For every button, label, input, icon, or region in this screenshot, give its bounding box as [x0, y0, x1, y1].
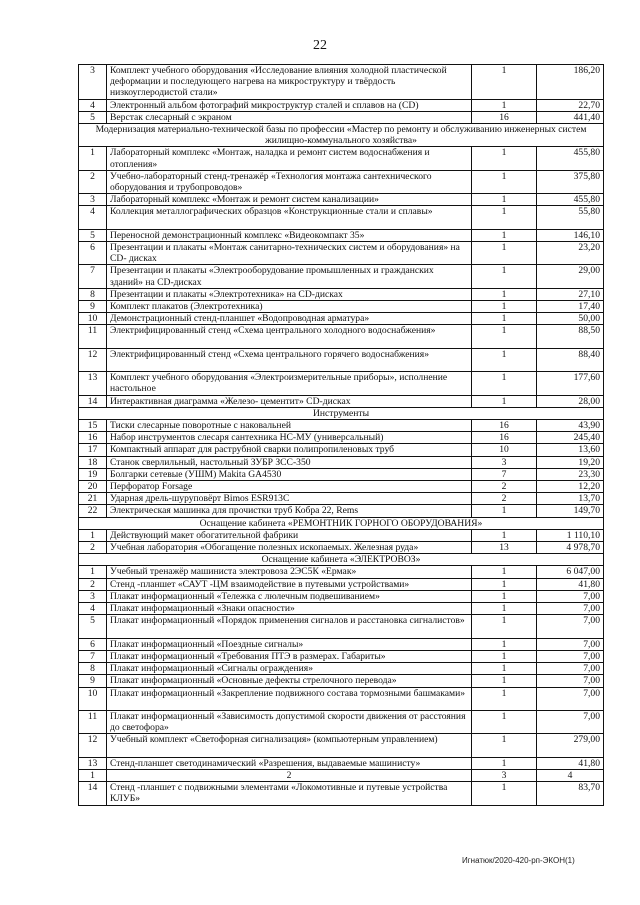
row-number-cell: 1 [79, 529, 107, 541]
item-name-cell: Лабораторный комплекс «Монтаж и ремонт систем канализации» [107, 194, 472, 206]
price-cell: 455,80 [537, 147, 604, 170]
row-number-cell: 3 [79, 65, 107, 100]
row-number-cell: 1 [79, 769, 107, 781]
column-index-row [79, 769, 604, 781]
price-cell: 149,70 [537, 505, 604, 517]
row-number-cell: 9 [79, 301, 107, 313]
row-number-cell: 15 [79, 420, 107, 432]
item-name-cell: Стенд -планшет «САУТ -ЦМ взаимодействие в путевыми устройствами» [107, 578, 472, 590]
item-name-cell: Интерактивная диаграмма «Железо- цементит» CD-дисках [107, 395, 472, 407]
row-number-cell: 12 [79, 348, 107, 371]
table-row [79, 468, 604, 480]
row-number-cell: 2 [79, 170, 107, 193]
item-name-cell: Плакат информационный «Закрепление подвижного состава тормозными башмаками» [107, 687, 472, 710]
price-cell: 41,80 [537, 578, 604, 590]
table-row [79, 687, 604, 710]
quantity-cell: 16 [472, 432, 537, 444]
table-row [79, 650, 604, 662]
quantity-cell: 1 [472, 288, 537, 300]
row-number-cell: 17 [79, 444, 107, 456]
row-number-cell: 18 [79, 456, 107, 468]
price-cell: 279,00 [537, 734, 604, 757]
table-row [79, 348, 604, 371]
row-number-cell: 11 [79, 710, 107, 733]
row-number-cell: 10 [79, 313, 107, 325]
price-cell: 7,00 [537, 675, 604, 687]
price-cell: 7,00 [537, 638, 604, 650]
item-name-cell: Верстак слесарный с экраном [107, 111, 472, 123]
item-name-cell: Тиски слесарные поворотные с наковальней [107, 420, 472, 432]
item-name-cell: Компактный аппарат для раструбной сварки полипропиленовых труб [107, 444, 472, 456]
table-row [79, 111, 604, 123]
item-name-cell: Презентации и плакаты «Монтаж санитарно-технических систем и оборудования» на CD- дисках [107, 242, 472, 265]
row-number-cell: 4 [79, 206, 107, 229]
row-number-cell: 11 [79, 325, 107, 348]
row-number-cell: 14 [79, 395, 107, 407]
price-cell: 13,60 [537, 444, 604, 456]
price-cell: 23,30 [537, 468, 604, 480]
item-name-cell: Электронный альбом фотографий микроструктур сталей и сплавов на (CD) [107, 99, 472, 111]
item-name-cell: Учебный комплект «Светофорная сигнализация» (компьютерным управлением) [107, 734, 472, 757]
quantity-cell: 1 [472, 734, 537, 757]
item-name-cell: Учебный тренажёр машиниста электровоза 2ЭС5К «Ермак» [107, 566, 472, 578]
item-name-cell: Презентации и плакаты «Электротехника» на CD-дисках [107, 288, 472, 300]
table-row [79, 420, 604, 432]
quantity-cell: 1 [472, 710, 537, 733]
quantity-cell: 1 [472, 348, 537, 371]
row-number-cell: 7 [79, 265, 107, 288]
table-row [79, 566, 604, 578]
price-cell: 88,40 [537, 348, 604, 371]
table-row [79, 710, 604, 733]
item-name-cell: Коллекция металлографических образцов «Конструкционные стали и сплавы» [107, 206, 472, 229]
item-name-cell: Учебная лаборатория «Обогащение полезных ископаемых. Железная руда» [107, 542, 472, 554]
item-name-cell: Плакат информационный «Знаки опасности» [107, 603, 472, 615]
row-number-cell: 8 [79, 288, 107, 300]
row-number-cell: 8 [79, 663, 107, 675]
item-name-cell: 2 [107, 769, 472, 781]
quantity-cell: 1 [472, 65, 537, 100]
quantity-cell: 1 [472, 650, 537, 662]
quantity-cell: 3 [472, 769, 537, 781]
quantity-cell: 1 [472, 663, 537, 675]
quantity-cell: 1 [472, 687, 537, 710]
item-name-cell: Плакат информационный «Требования ПТЭ в размерах. Габариты» [107, 650, 472, 662]
item-name-cell: Плакат информационный «Сигналы ограждения» [107, 663, 472, 675]
section-header-row [79, 407, 604, 419]
item-name-cell: Стенд -планшет с подвижными элементами «Локомотивные и путевые устройства КЛУБ» [107, 782, 472, 805]
quantity-cell: 1 [472, 372, 537, 395]
quantity-cell: 1 [472, 578, 537, 590]
table-row [79, 603, 604, 615]
table-row [79, 395, 604, 407]
table-row [79, 99, 604, 111]
quantity-cell: 1 [472, 194, 537, 206]
quantity-cell: 1 [472, 505, 537, 517]
row-number-cell: 5 [79, 615, 107, 638]
table-row [79, 590, 604, 602]
item-name-cell: Плакат информационный «Поездные сигналы» [107, 638, 472, 650]
item-name-cell: Плакат информационный «Порядок применения сигналов и расстановка сигналистов» [107, 615, 472, 638]
price-cell: 27,10 [537, 288, 604, 300]
table-row [79, 444, 604, 456]
quantity-cell: 1 [472, 242, 537, 265]
row-number-cell: 13 [79, 372, 107, 395]
row-number-cell: 1 [79, 147, 107, 170]
table-row [79, 615, 604, 638]
quantity-cell: 1 [472, 313, 537, 325]
section-title: Модернизация материально-технической базы по профессии «Мастер по ремонту и обслуживанию инженерных систем жилищно-коммунального хозяйства» [79, 124, 604, 147]
price-cell: 1 110,10 [537, 529, 604, 541]
quantity-cell: 1 [472, 170, 537, 193]
item-name-cell: Стенд-планшет светодинамический «Разрешения, выдаваемые машинисту» [107, 757, 472, 769]
item-name-cell: Комплект плакатов (Электротехника) [107, 301, 472, 313]
row-number-cell: 4 [79, 603, 107, 615]
table-row [79, 194, 604, 206]
section-title: Инструменты [79, 407, 604, 419]
price-cell: 441,40 [537, 111, 604, 123]
price-cell: 177,60 [537, 372, 604, 395]
item-name-cell: Плакат информационный «Основные дефекты стрелочного перевода» [107, 675, 472, 687]
table-row [79, 663, 604, 675]
table-row [79, 170, 604, 193]
quantity-cell: 1 [472, 395, 537, 407]
quantity-cell: 2 [472, 493, 537, 505]
price-cell: 55,80 [537, 206, 604, 229]
table-row [79, 147, 604, 170]
quantity-cell: 10 [472, 444, 537, 456]
item-name-cell: Презентации и плакаты «Электрооборудование промышленных и гражданских зданий» на CD-дисках [107, 265, 472, 288]
row-number-cell: 14 [79, 782, 107, 805]
price-cell: 50,00 [537, 313, 604, 325]
price-cell: 375,80 [537, 170, 604, 193]
table-row [79, 242, 604, 265]
price-cell: 7,00 [537, 687, 604, 710]
row-number-cell: 20 [79, 481, 107, 493]
page-number: 22 [313, 38, 327, 53]
quantity-cell: 1 [472, 325, 537, 348]
item-name-cell: Комплект учебного оборудования «Электроизмерительные приборы», исполнение настольное [107, 372, 472, 395]
row-number-cell: 21 [79, 493, 107, 505]
row-number-cell: 9 [79, 675, 107, 687]
price-cell: 28,00 [537, 395, 604, 407]
row-number-cell: 5 [79, 111, 107, 123]
quantity-cell: 1 [472, 757, 537, 769]
row-number-cell: 16 [79, 432, 107, 444]
row-number-cell: 4 [79, 99, 107, 111]
item-name-cell: Плакат информационный «Зависимость допустимой скорости движения от расстояния до светофора» [107, 710, 472, 733]
quantity-cell: 7 [472, 468, 537, 480]
table-row [79, 578, 604, 590]
item-name-cell: Демонстрационный стенд-планшет «Водопроводная арматура» [107, 313, 472, 325]
item-name-cell: Плакат информационный «Тележка с люлечным подвешиванием» [107, 590, 472, 602]
item-name-cell: Действующий макет обогатительной фабрики [107, 529, 472, 541]
item-name-cell: Ударная дрель-шуруповёрт Bimos ESR913C [107, 493, 472, 505]
price-cell: 455,80 [537, 194, 604, 206]
quantity-cell: 1 [472, 265, 537, 288]
table-row [79, 505, 604, 517]
table-row [79, 301, 604, 313]
item-name-cell: Перфоратор Forsage [107, 481, 472, 493]
price-cell: 7,00 [537, 603, 604, 615]
table-row [79, 782, 604, 805]
price-cell: 41,80 [537, 757, 604, 769]
row-number-cell: 10 [79, 687, 107, 710]
document-footer: Игнатюк/2020-420-рп-ЭКОН(1) [462, 856, 575, 865]
table-row [79, 265, 604, 288]
price-cell: 4 [537, 769, 604, 781]
table-row [79, 372, 604, 395]
quantity-cell: 16 [472, 420, 537, 432]
quantity-cell: 1 [472, 529, 537, 541]
item-name-cell: Электрифицированный стенд «Схема центрального холодного водоснабжения» [107, 325, 472, 348]
table-row [79, 481, 604, 493]
item-name-cell: Болгарки сетевые (УШМ) Makita GA4530 [107, 468, 472, 480]
table-row [79, 65, 604, 100]
row-number-cell: 3 [79, 590, 107, 602]
price-cell: 7,00 [537, 663, 604, 675]
table-row [79, 432, 604, 444]
quantity-cell: 3 [472, 456, 537, 468]
price-cell: 22,70 [537, 99, 604, 111]
item-name-cell: Комплект учебного оборудования «Исследование влияния холодной пластической деформации и последующего нагрева на микроструктуру и твёрдость низкоуглеродистой стали» [107, 65, 472, 100]
row-number-cell: 22 [79, 505, 107, 517]
quantity-cell: 1 [472, 603, 537, 615]
price-cell: 7,00 [537, 590, 604, 602]
item-name-cell: Набор инструментов слесаря сантехника НС-МУ (универсальный) [107, 432, 472, 444]
section-title: Оснащение кабинета «ЭЛЕКТРОВОЗ» [79, 554, 604, 566]
section-header-row [79, 124, 604, 147]
price-cell: 7,00 [537, 710, 604, 733]
row-number-cell: 6 [79, 638, 107, 650]
item-name-cell: Электрическая машинка для прочистки труб Кобра 22, Rems [107, 505, 472, 517]
quantity-cell: 1 [472, 590, 537, 602]
equipment-table [78, 64, 604, 806]
row-number-cell: 19 [79, 468, 107, 480]
quantity-cell: 1 [472, 229, 537, 241]
quantity-cell: 16 [472, 111, 537, 123]
price-cell: 19,20 [537, 456, 604, 468]
quantity-cell: 13 [472, 542, 537, 554]
item-name-cell: Электрифицированный стенд «Схема центрального горячего водоснабжения» [107, 348, 472, 371]
quantity-cell: 1 [472, 638, 537, 650]
table-row [79, 757, 604, 769]
table-row [79, 734, 604, 757]
table-row [79, 493, 604, 505]
quantity-cell: 1 [472, 782, 537, 805]
section-header-row [79, 554, 604, 566]
row-number-cell: 6 [79, 242, 107, 265]
price-cell: 6 047,00 [537, 566, 604, 578]
row-number-cell: 3 [79, 194, 107, 206]
quantity-cell: 1 [472, 675, 537, 687]
price-cell: 29,00 [537, 265, 604, 288]
row-number-cell: 12 [79, 734, 107, 757]
price-cell: 88,50 [537, 325, 604, 348]
table-row [79, 229, 604, 241]
section-header-row [79, 517, 604, 529]
table-row [79, 313, 604, 325]
quantity-cell: 2 [472, 481, 537, 493]
table-row [79, 206, 604, 229]
price-cell: 43,90 [537, 420, 604, 432]
table-row [79, 288, 604, 300]
price-cell: 23,20 [537, 242, 604, 265]
price-cell: 186,20 [537, 65, 604, 100]
price-cell: 83,70 [537, 782, 604, 805]
row-number-cell: 2 [79, 542, 107, 554]
quantity-cell: 1 [472, 301, 537, 313]
row-number-cell: 2 [79, 578, 107, 590]
quantity-cell: 1 [472, 147, 537, 170]
row-number-cell: 1 [79, 566, 107, 578]
section-title: Оснащение кабинета «РЕМОНТНИК ГОРНОГО ОБОРУДОВАНИЯ» [79, 517, 604, 529]
equipment-table-body [79, 65, 604, 806]
table-row [79, 456, 604, 468]
table-row [79, 542, 604, 554]
quantity-cell: 1 [472, 566, 537, 578]
price-cell: 4 978,70 [537, 542, 604, 554]
item-name-cell: Учебно-лабораторный стенд-тренажёр «Технология монтажа сантехнического оборудования и трубопроводов» [107, 170, 472, 193]
quantity-cell: 1 [472, 615, 537, 638]
item-name-cell: Переносной демонстрационный комплекс «Видеокомпакт 35» [107, 229, 472, 241]
table-row [79, 638, 604, 650]
price-cell: 17,40 [537, 301, 604, 313]
table-row [79, 529, 604, 541]
row-number-cell: 13 [79, 757, 107, 769]
row-number-cell: 5 [79, 229, 107, 241]
table-row [79, 675, 604, 687]
quantity-cell: 1 [472, 206, 537, 229]
item-name-cell: Лабораторный комплекс «Монтаж, наладка и ремонт систем водоснабжения и отопления» [107, 147, 472, 170]
quantity-cell: 1 [472, 99, 537, 111]
row-number-cell: 7 [79, 650, 107, 662]
price-cell: 12,20 [537, 481, 604, 493]
item-name-cell: Станок сверлильный, настольный ЗУБР ЗСС-350 [107, 456, 472, 468]
price-cell: 13,70 [537, 493, 604, 505]
price-cell: 146,10 [537, 229, 604, 241]
price-cell: 7,00 [537, 615, 604, 638]
price-cell: 7,00 [537, 650, 604, 662]
table-row [79, 325, 604, 348]
price-cell: 245,40 [537, 432, 604, 444]
